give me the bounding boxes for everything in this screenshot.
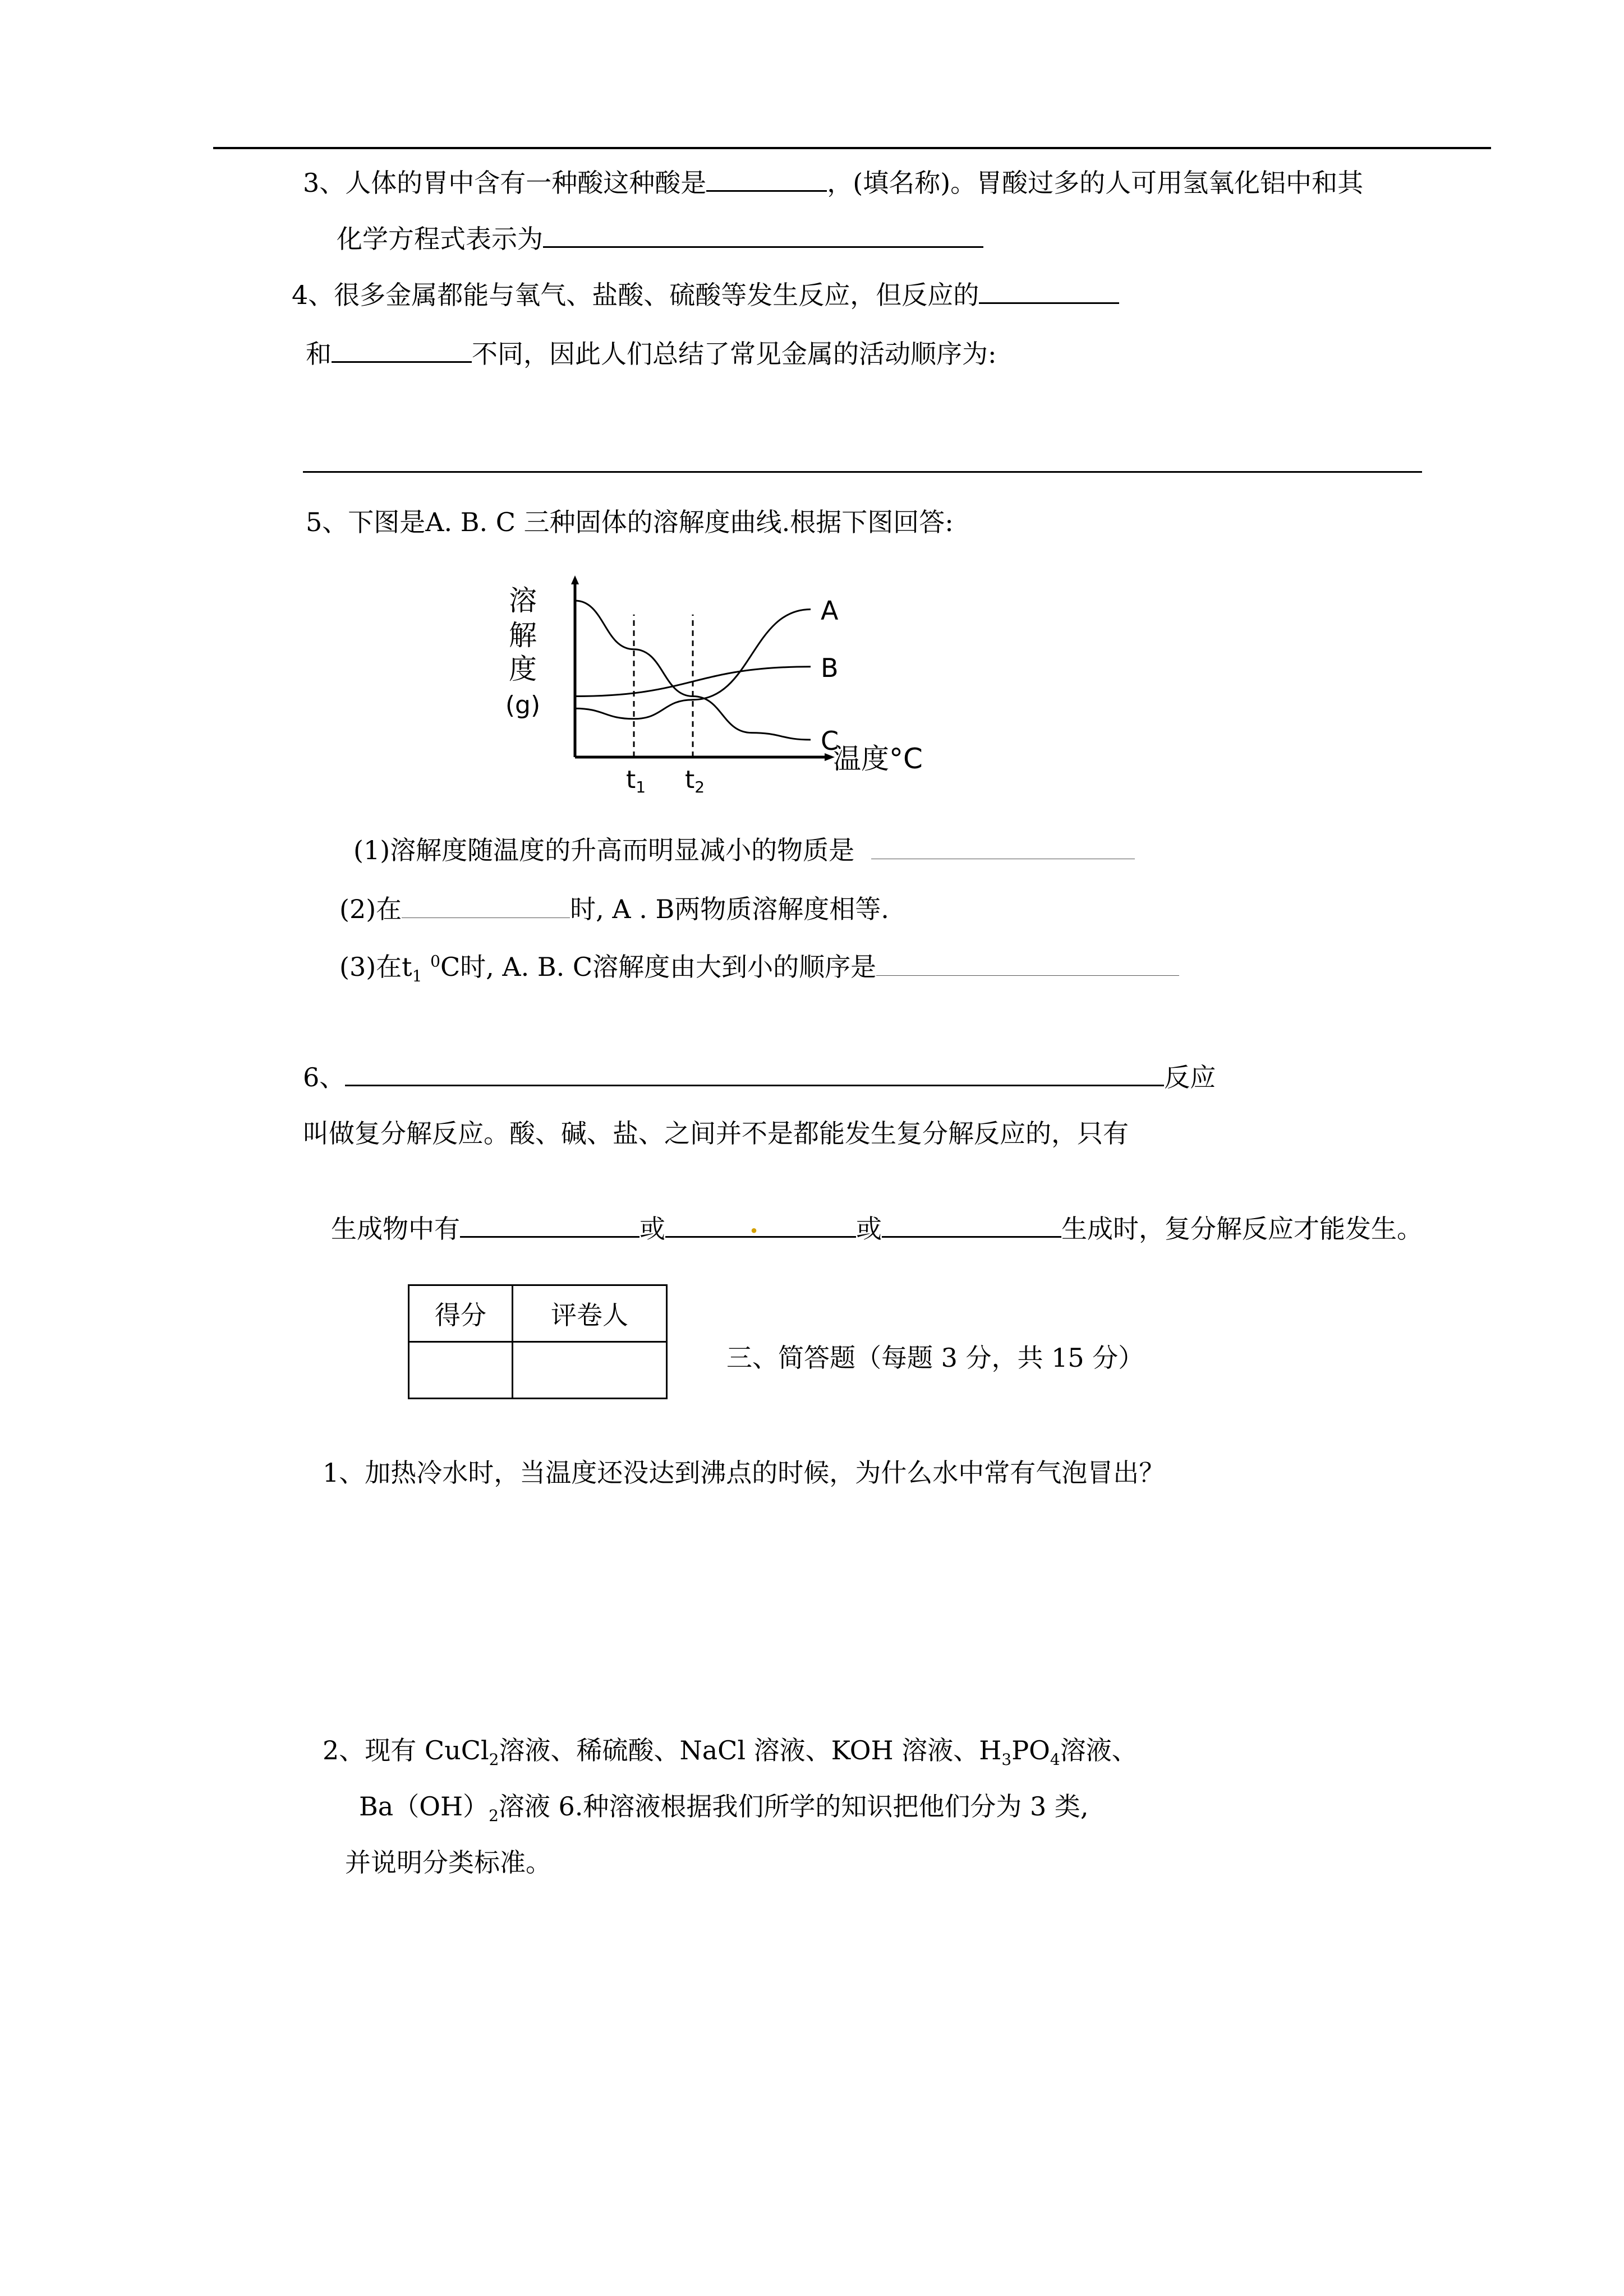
q6-text-d: 或 [640,1214,665,1244]
y-axis-arrow [571,575,579,584]
s3-q1: 1、加热冷水时，当温度还没达到沸点的时候，为什么水中常有气泡冒出？ [323,1458,1165,1488]
s3-q2-line3: 并说明分类标准。 [345,1847,551,1878]
top-rule [213,147,1491,149]
q4-blank-1[interactable] [979,302,1119,304]
q3-blank-1[interactable] [706,190,827,192]
s3-q2-line2 [359,1786,1089,1825]
q5-blank-3[interactable] [876,975,1179,976]
s3-q2-f: 溶液 6.种溶液根据我们所学的知识把他们分为 3 类, [498,1791,1089,1822]
q6-text-a: 6、 [303,1062,346,1092]
q6-text-f: 生成时，复分解反应才能发生。 [1061,1214,1423,1244]
q6-text-b: 反应 [1164,1062,1216,1092]
q3-text-c: 化学方程式表示为 [337,224,543,254]
q3-text-a: 3、人体的胃中含有一种酸这种酸是 [303,168,707,198]
q4-answer-line[interactable] [303,471,1422,473]
q6-blank-1[interactable] [345,1084,1164,1086]
q6-blank-2[interactable] [460,1235,640,1238]
q5-sub2 [339,889,889,926]
q6-yellow-dot: . [749,1209,759,1239]
q4-line1 [292,275,1119,312]
chart-marks [575,596,839,797]
q5-sub1 [353,830,1135,867]
s3-q2-sub4: 2 [489,1806,499,1825]
q5-sub1-text: (1)溶解度随温度的升高而明显减小的物质是 [353,835,855,865]
q3-line2 [337,219,983,256]
q3-line1 [303,163,1363,200]
solubility-chart [505,572,965,796]
ylabel-char-1: 解 [509,619,537,652]
s3-q2-e: Ba（OH） [359,1791,489,1822]
x-tick-label-1: t1 [626,766,646,796]
grader-cell[interactable] [513,1342,667,1399]
s3-q2-line1 [323,1730,1138,1769]
s3-q2-sub2: 3 [1001,1750,1012,1769]
q6-line3 [331,1209,1423,1246]
q6-blank-4[interactable] [882,1235,1061,1238]
q4-text-a: 4、很多金属都能与氧气、盐酸、硫酸等发生反应，但反应的 [292,280,979,310]
score-cell[interactable] [409,1342,513,1399]
q5-sub3-text-a: (3)在t [339,952,412,982]
ylabel-char-0: 溶 [509,584,537,617]
q5-sub3-sup: 0 [430,952,440,971]
q4-blank-2[interactable] [332,361,472,363]
q4-text-b: 和 [306,339,332,369]
ylabel-char-2: 度 [509,653,537,685]
series-A-label: A [821,595,839,626]
q6-blank-3[interactable] [665,1209,856,1239]
s3-q2-a: 2、现有 CuCl [323,1735,489,1765]
q6-text-c: 生成物中有 [331,1214,460,1244]
s3-q2-sub1: 2 [489,1750,499,1769]
q5-blank-1[interactable] [871,858,1135,859]
q5-sub2-text-b: 时, A . B两物质溶解度相等. [570,894,889,924]
score-table [408,1284,668,1399]
section3-title: 三、简答题（每题 3 分，共 15 分） [726,1343,1144,1373]
q3-blank-2[interactable] [543,246,983,248]
chart-ylabel [505,584,540,720]
x-tick-label-2: t2 [685,766,705,796]
xlabel: 温度°C [833,743,923,775]
s3-q2-d: 溶液、 [1060,1735,1138,1765]
q4-text-c: 不同，因此人们总结了常见金属的活动顺序为: [472,339,997,369]
q5-sub3-sub: 1 [412,967,422,986]
q6-line2: 叫做复分解反应。酸、碱、盐、之间并不是都能发生复分解反应的，只有 [303,1118,1129,1149]
q5-blank-2[interactable] [402,917,570,918]
q6-line1 [303,1057,1216,1094]
q6-text-e: 或 [856,1214,882,1244]
q4-line2 [306,334,997,371]
series-C-label: C [821,726,839,756]
grader-header: 评卷人 [513,1285,667,1342]
s3-q2-b: 溶液、稀硫酸、NaCl 溶液、KOH 溶液、H [499,1735,1002,1765]
series-B-label: B [821,652,839,683]
s3-q2-c: PO [1011,1735,1050,1765]
q3-text-b: ，(填名称)。胃酸过多的人可用氢氧化铝中和其 [827,168,1364,198]
score-header: 得分 [409,1285,513,1342]
s3-q2-sub3: 4 [1050,1750,1060,1769]
q5-sub3-text-b: C时, A. B. C溶解度由大到小的顺序是 [440,952,877,982]
q5-sub3 [339,947,1179,985]
ylabel-char-3: (g) [505,691,541,720]
q5-title: 5、下图是A. B. C 三种固体的溶解度曲线.根据下图回答: [306,507,954,537]
q5-sub2-text-a: (2)在 [339,894,402,924]
